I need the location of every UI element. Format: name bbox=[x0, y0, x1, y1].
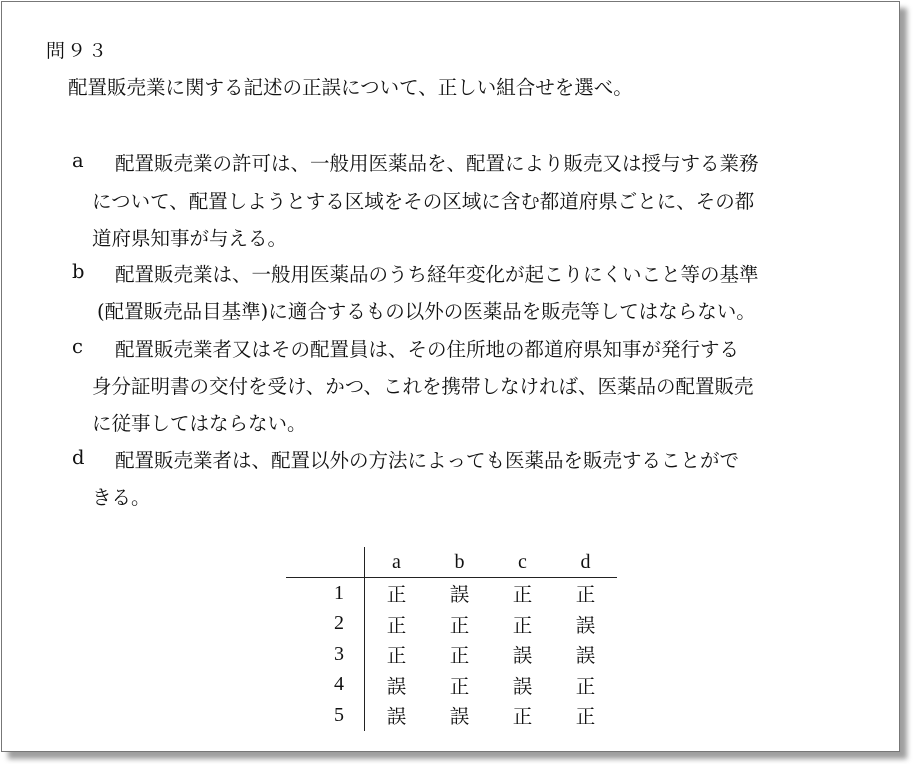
statement-line: 道府県知事が与える。 bbox=[92, 227, 288, 250]
table-cell: 誤 bbox=[512, 644, 533, 668]
question-document bbox=[2, 2, 899, 751]
table-cell: 正 bbox=[386, 613, 407, 637]
table-cell: 正 bbox=[512, 583, 533, 607]
statement-line: 配置販売業は、一般用医薬品のうち経年変化が起こりにくいこと等の基準 bbox=[115, 263, 759, 286]
statement-line: きる。 bbox=[92, 486, 151, 509]
row-number: 4 bbox=[286, 670, 365, 701]
statement-line: 配置販売業の許可は、一般用医薬品を、配置により販売又は授与する業務 bbox=[115, 152, 759, 175]
table-row bbox=[286, 578, 617, 609]
table-cell: 正 bbox=[449, 674, 470, 698]
table-corner-cell bbox=[286, 547, 365, 578]
table-cell: 正 bbox=[575, 705, 596, 729]
table-row bbox=[286, 670, 617, 701]
row-number: 3 bbox=[286, 639, 365, 670]
table-cell: 正 bbox=[512, 613, 533, 637]
row-number: 5 bbox=[286, 700, 365, 731]
statement-letter: c bbox=[72, 335, 83, 358]
table-cell: 正 bbox=[386, 583, 407, 607]
column-header: c bbox=[491, 547, 554, 578]
statement-letter: d bbox=[72, 446, 85, 469]
table-cell: 誤 bbox=[449, 583, 470, 607]
answer-table bbox=[286, 547, 617, 731]
table-cell: 誤 bbox=[386, 674, 407, 698]
table-cell: 誤 bbox=[512, 674, 533, 698]
table-header-row bbox=[286, 547, 617, 578]
question-stem: 配置販売業に関する記述の正誤について、正しい組合せを選べ。 bbox=[68, 76, 633, 99]
table-row bbox=[286, 700, 617, 731]
table-cell: 正 bbox=[575, 583, 596, 607]
table-row bbox=[286, 639, 617, 670]
statement-line: (配置販売品目基準)に適合するもの以外の医薬品を販売等してはならない。 bbox=[97, 300, 756, 323]
table-cell: 正 bbox=[575, 674, 596, 698]
question-number: 問９３ bbox=[46, 40, 110, 62]
statement-line: 配置販売業者は、配置以外の方法によっても医薬品を販売することがで bbox=[115, 449, 740, 472]
column-header: d bbox=[554, 547, 617, 578]
statement-line: に従事してはならない。 bbox=[92, 412, 307, 435]
statement-line: 身分証明書の交付を受け、かつ、これを携帯しなければ、医薬品の配置販売 bbox=[92, 375, 754, 398]
table-row bbox=[286, 609, 617, 640]
column-header: b bbox=[428, 547, 491, 578]
statement-letter: a bbox=[72, 149, 84, 172]
column-header: a bbox=[365, 547, 429, 578]
document-frame bbox=[1, 1, 900, 752]
table-cell: 正 bbox=[512, 705, 533, 729]
table-cell: 誤 bbox=[575, 644, 596, 668]
row-number: 1 bbox=[286, 578, 365, 609]
table-cell: 誤 bbox=[386, 705, 407, 729]
table-cell: 正 bbox=[386, 644, 407, 668]
table-cell: 誤 bbox=[449, 705, 470, 729]
row-number: 2 bbox=[286, 609, 365, 640]
statement-line: について、配置しようとする区域をその区域に含む都道府県ごとに、その都 bbox=[92, 190, 755, 213]
table-cell: 正 bbox=[449, 644, 470, 668]
table-cell: 正 bbox=[449, 613, 470, 637]
statement-letter: b bbox=[72, 260, 85, 283]
statement-line: 配置販売業者又はその配置員は、その住所地の都道府県知事が発行する bbox=[115, 338, 740, 361]
table-cell: 誤 bbox=[575, 613, 596, 637]
